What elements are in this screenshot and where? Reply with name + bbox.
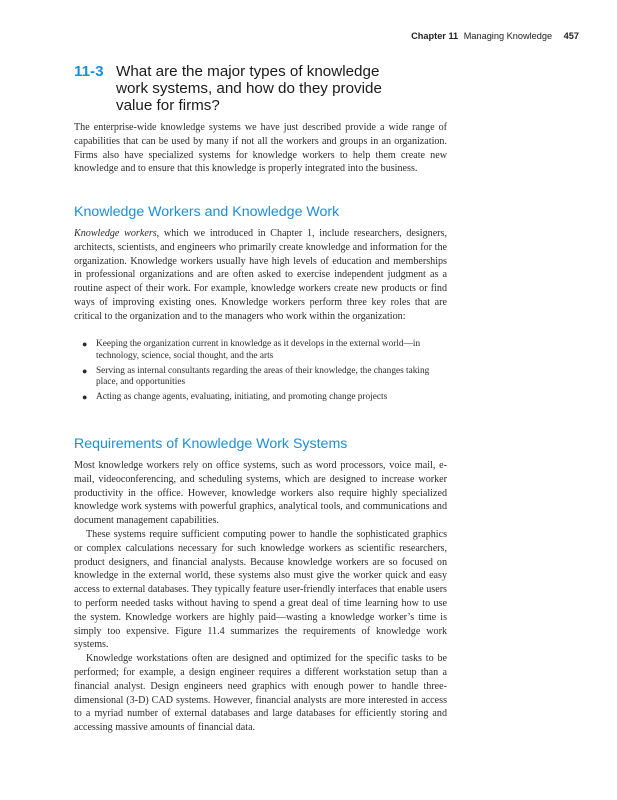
requirements-paragraph-2: These systems require sufficient computing power to handle the sophisticated graphics or complex calculations necessary for such knowledge workers as scientific researchers, product designers, and financial analysts. Because knowledge workers are so focused on knowledge in the external world, these systems also must give the worker quick and easy access to external databases. They typically feature user-friendly interfaces that enable users to perform needed tasks without having to spend a great deal of time learning how to use the system. Knowledge workers are highly paid—wasting a knowledge worker’s time is simply too expensive. Figure 11.4 summarizes the requirements of knowledge work systems. — [74, 528, 447, 651]
section-title: What are the major types of knowledge work systems, and how do they provide value for firms? — [116, 63, 382, 114]
list-item-text: Keeping the organization current in knowledge as it develops in the external world—in technology, science, social thought, and the arts — [96, 339, 421, 361]
requirements-paragraph-1: Most knowledge workers rely on office systems, such as word processors, voice mail, e-mail, videoconferencing, and scheduling systems, which are designed to increase worker productivity in the office. However, knowledge workers also require highly specialized knowledge work systems with powerful graphics, analytical tools, and communications and document management capabilities. — [74, 460, 447, 527]
list-item-text: Acting as change agents, evaluating, initiating, and promoting change projects — [96, 392, 388, 403]
knowledge-workers-paragraph — [74, 227, 447, 324]
bullet-dot-icon: ● — [82, 339, 88, 349]
running-head — [411, 31, 579, 41]
knowledge-workers-text: which we introduced in Chapter 1, include researchers, designers, architects, scientists, and engineers who primarily create knowledge and information for the organization. Knowledge workers usually have high levels of education and memberships in professional organizations and are often asked to exercise independent judgment as a routine aspect of their work. For example, knowledge workers create new products or find ways of improving existing ones. Knowledge workers perform three key roles that are critical to the organization and to the managers who work within the organization: — [74, 228, 447, 322]
intro-block — [74, 121, 447, 176]
intro-paragraph: The enterprise-wide knowledge systems we have just described provide a wide range of capabilities that can be used by many if not all the workers and groups in an organization. Firms also have specialized systems for knowledge workers to help them create new knowledge and to ensure that this knowledge is properly integrated into the business. — [74, 122, 447, 175]
subsection-heading-requirements: Requirements of Knowledge Work Systems — [74, 436, 348, 452]
chapter-title: Managing Knowledge — [463, 31, 553, 41]
page-number: 457 — [563, 31, 579, 41]
list-item-text: Serving as internal consultants regarding the areas of their knowledge, the changes taking place, and opportunities — [96, 365, 430, 388]
list-item — [82, 366, 437, 390]
section-heading — [74, 63, 414, 114]
lead-term: Knowledge workers, — [74, 228, 160, 239]
roles-list — [82, 339, 437, 407]
bullet-dot-icon: ● — [82, 392, 88, 403]
knowledge-workers-block — [74, 227, 447, 324]
list-item — [82, 392, 437, 404]
chapter-label: Chapter 11 — [411, 31, 459, 41]
requirements-block — [74, 459, 447, 735]
bullet-dot-icon: ● — [82, 365, 88, 376]
subsection-heading-knowledge-workers: Knowledge Workers and Knowledge Work — [74, 204, 340, 220]
section-number: 11-3 — [74, 63, 104, 80]
requirements-paragraph-3: Knowledge workstations often are designed and optimized for the specific tasks to be performed; for example, a design engineer requires a different workstation setup than a financial analyst. Design engineers need graphics with enough power to handle three-dimensional (3-D) CAD systems. However, financial analysts are more interested in access to a myriad number of external databases and large databases for efficiently storing and accessing massive amounts of financial data. — [74, 653, 447, 734]
list-item — [82, 339, 437, 363]
